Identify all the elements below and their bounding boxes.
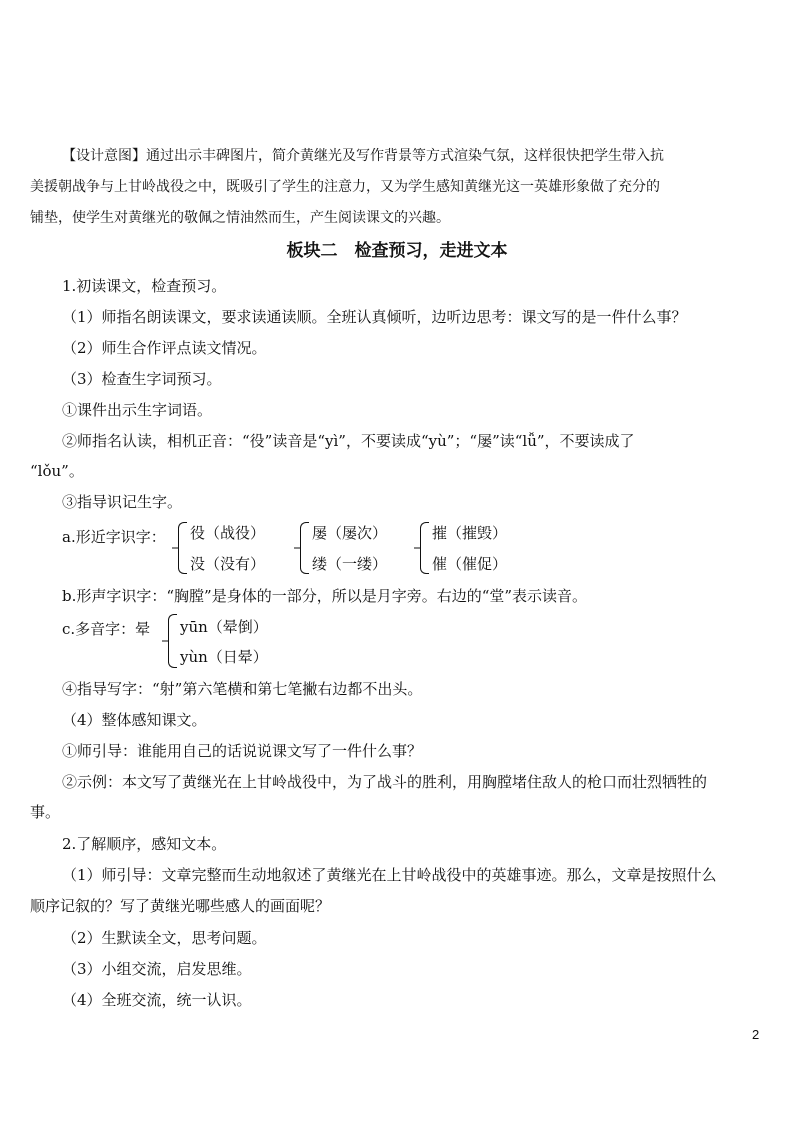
step-2-1-line-2: 顺序记叙的？写了黄继光哪些感人的画面呢？	[30, 897, 331, 915]
poly-item-1: yūn（晕倒）	[180, 618, 268, 636]
brace-poly	[168, 614, 177, 668]
step-1-3: （3）检查生字词预习。	[62, 370, 222, 388]
poly-label: c.多音字：晕	[62, 620, 151, 638]
design-intent-line-1: 【设计意图】通过出示丰碑图片，简介黄继光及写作背景等方式渲染气氛，这样很快把学生带入抗	[62, 148, 664, 164]
poly-item-2: yùn（日晕）	[180, 648, 268, 666]
step-2-2: （2）生默读全文，思考问题。	[62, 929, 267, 947]
step-1-heading: 1.初读课文，检查预习。	[62, 277, 227, 295]
section-title: 板块二 检查预习，走进文本	[286, 241, 508, 261]
step-1-3-b-line-2: “lǒu”。	[30, 462, 84, 480]
shape-chars-label: a.形近字识字：	[62, 528, 166, 546]
step-1-4-b-line-1: ②示例：本文写了黄继光在上甘岭战役中，为了战斗的胜利，用胸膛堵住敌人的枪口而壮烈牺牲的	[62, 773, 708, 791]
step-1-3-a: ①课件出示生字词语。	[62, 401, 213, 419]
step-1-4-a: ①师引导：谁能用自己的话说说课文写了一件什么事？	[62, 742, 423, 760]
page-number: 2	[752, 1027, 760, 1042]
step-2-1-line-1: （1）师引导：文章完整而生动地叙述了黄继光在上甘岭战役中的英雄事迹。那么，文章是按照什么	[62, 866, 717, 884]
phono-semantic-line: b.形声字识字：“胸膛”是身体的一部分，所以是月字旁。右边的“堂”表示读音。	[62, 587, 588, 605]
shape-chars-g1-a: 役（战役）	[190, 524, 266, 542]
shape-chars-g3-b: 催（催促）	[432, 555, 508, 573]
step-1-4: （4）整体感知课文。	[62, 711, 207, 729]
brace-group-2	[300, 522, 309, 574]
shape-chars-g3-a: 摧（摧毁）	[432, 524, 508, 542]
step-1-2: （2）师生合作评点读文情况。	[62, 339, 267, 357]
shape-chars-g2-b: 缕（一缕）	[312, 555, 388, 573]
step-1-4-b-line-2: 事。	[30, 803, 61, 821]
design-intent-line-2: 美援朝战争与上甘岭战役之中，既吸引了学生的注意力，又为学生感知黄继光这一英雄形象做了充分的	[30, 179, 660, 195]
brace-group-1	[178, 522, 187, 574]
shape-chars-g1-b: 没（没有）	[190, 555, 266, 573]
step-2-3: （3）小组交流，启发思维。	[62, 960, 252, 978]
step-1-3-c: ③指导识记生字。	[62, 493, 183, 511]
brace-group-3	[420, 522, 429, 574]
step-2-heading: 2.了解顺序，感知文本。	[62, 835, 227, 853]
step-1-1: （1）师指名朗读课文，要求读通读顺。全班认真倾听，边听边思考：课文写的是一件什么事？	[62, 308, 687, 326]
shape-chars-g2-a: 屡（屡次）	[312, 524, 388, 542]
step-1-3-d: ④指导写字：“射”第六笔横和第七笔撇右边都不出头。	[62, 680, 423, 698]
design-intent-line-3: 铺垫，使学生对黄继光的敬佩之情油然而生，产生阅读课文的兴趣。	[30, 210, 450, 226]
step-1-3-b-line-1: ②师指名认读，相机正音：“役”读音是“yì”，不要读成“yù”；“屡”读“lǚ”，不要读成了	[62, 432, 635, 450]
step-2-4: （4）全班交流，统一认识。	[62, 991, 252, 1009]
